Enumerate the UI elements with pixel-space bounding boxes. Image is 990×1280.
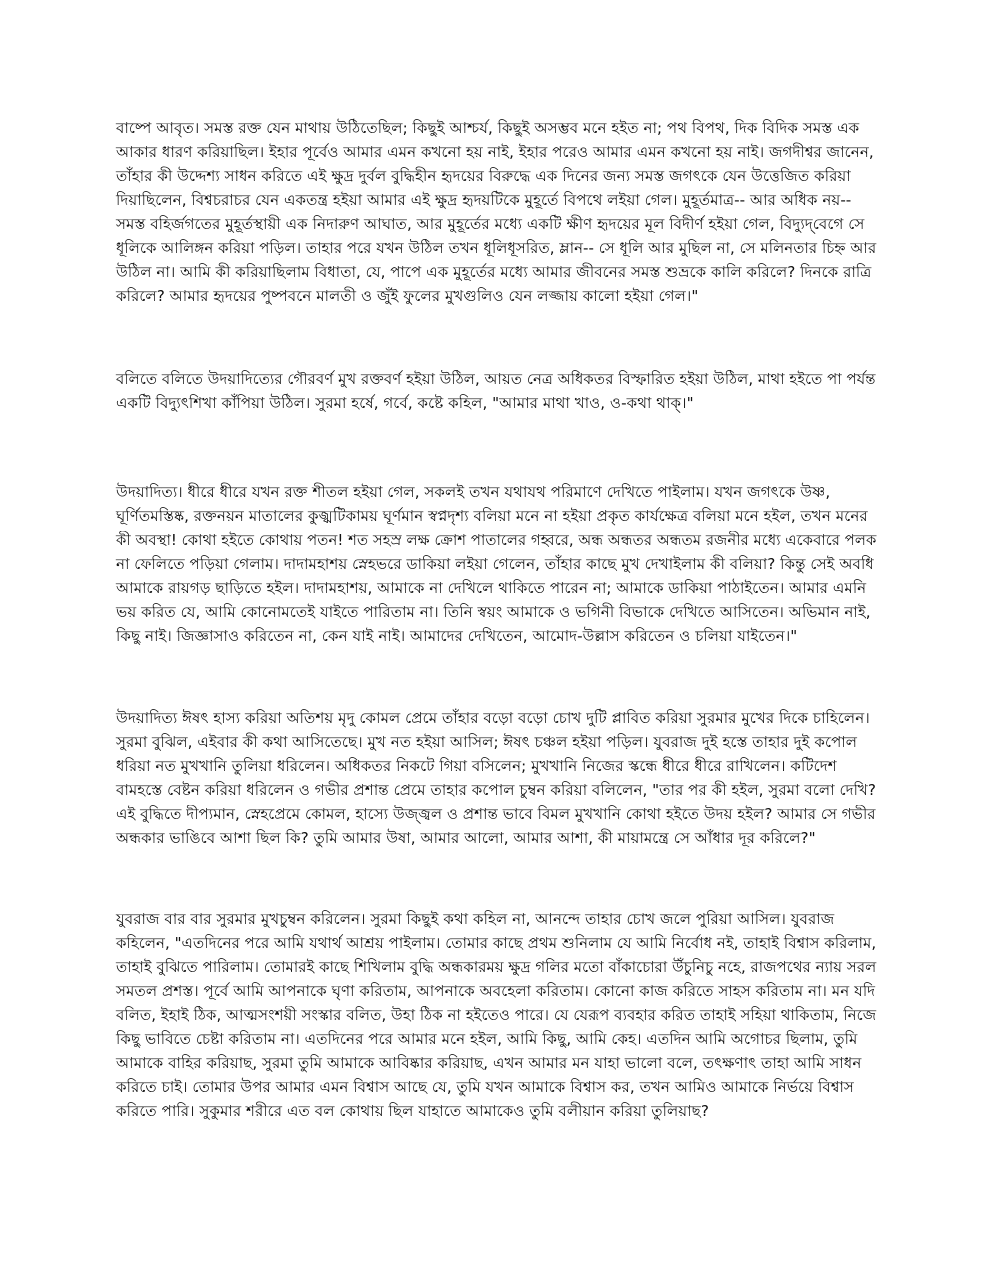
text-line: কহিলেন, "এতদিনের পরে আমি যথার্থ আশ্রয় পাইলাম। তোমার কাছে প্রথম শুনিলাম যে আমি নির্বোধ নই, তাহাই বিশ্বাস করিলাম, xyxy=(116,934,877,952)
text-line: সমতল প্রশস্ত। পূর্বে আমি আপনাকে ঘৃণা করিতাম, আপনাকে অবহেলা করিতাম। কোনো কাজ করিতে সাহস করিতাম না। মন যদি xyxy=(116,982,876,1000)
text-line: অন্ধকার ভাঙিবে আশা ছিল কি? তুমি আমার উষা, আমার আলো, আমার আশা, কী মায়ামন্ত্রে সে আঁধার দূর করিলে?" xyxy=(116,829,816,847)
paragraph xyxy=(116,480,876,648)
text-line: ভয় করিত যে, আমি কোনোমতেই যাইতে পারিতাম না। তিনি স্বয়ং আমাকে ও ভগিনী বিভাকে দেখিতে আসিতেন। অভিমান নাই, xyxy=(116,603,871,621)
text-line: তাহাই বুঝিতে পারিলাম। তোমারই কাছে শিখিলাম বুদ্ধি অন্ধকারময় ক্ষুদ্র গলির মতো বাঁকাচোরা উঁচুনিচু নহে, রাজপথের ন্যায় সরল xyxy=(116,958,877,976)
text-line: উদয়াদিত্য। ধীরে ধীরে যখন রক্ত শীতল হইয়া গেল, সকলই তখন যথাযথ পরিমাণে দেখিতে পাইলাম। যখন জগৎকে উষ্ণ, xyxy=(116,483,831,501)
text-line: বলিতে বলিতে উদয়াদিত্যের গৌরবর্ণ মুখ রক্তবর্ণ হইয়া উঠিল, আয়ত নেত্র অধিকতর বিস্ফারিত হইয়া উঠিল, মাথা হইতে পা পর্যন্ত xyxy=(116,370,876,388)
text-line: উঠিল না। আমি কী করিয়াছিলাম বিধাতা, যে, পাপে এক মুহূর্তের মধ্যে আমার জীবনের সমস্ত শুভ্রকে কালি করিলে? দিনকে রাত্রি xyxy=(116,263,872,281)
text-line: বাষ্পে আবৃত। সমস্ত রক্ত যেন মাথায় উঠিতেছিল; কিছুই আশ্চর্য, কিছুই অসম্ভব মনে হইত না; পথ বিপথ, দিক বিদিক সমস্ত এক xyxy=(116,119,860,137)
text-line: দিয়াছিলেন, বিশ্বচরাচর যেন একতন্ত্র হইয়া আমার এই ক্ষুদ্র হৃদয়টিকে মুহূর্তে বিপথে লইয়া গেল। মুহূর্তমাত্র-- আর অধিক নয়-- xyxy=(116,191,852,209)
paragraph xyxy=(116,706,876,850)
text-line: সুরমা বুঝিল, এইবার কী কথা আসিতেছে। মুখ নত হইয়া আসিল; ঈষৎ চঞ্চল হইয়া পড়িল। যুবরাজ দুই হস্তে তাহার দুই কপোল xyxy=(116,733,858,751)
text-line: কী অবস্থা! কোথা হইতে কোথায় পতন! শত সহস্র লক্ষ ক্রোশ পাতালের গহ্বরে, অন্ধ অন্ধতর অন্ধতম রজনীর মধ্যে একেবারে পলক xyxy=(116,531,877,549)
text-line: ধরিয়া নত মুখখানি তুলিয়া ধরিলেন। অধিকতর নিকটে গিয়া বসিলেন; মুখখানি নিজের স্কন্ধে ধীরে ধীরে রাখিলেন। কটিদেশ xyxy=(116,757,837,775)
text-line: উদয়াদিত্য ঈষৎ হাস্য করিয়া অতিশয় মৃদু কোমল প্রেমে তাঁহার বড়ো বড়ো চোখ দুটি প্লাবিত করিয়া সুরমার মুখের দিকে চাহিলেন। xyxy=(116,709,870,727)
text-line: একটি বিদ্যুৎশিখা কাঁপিয়া উঠিল। সুরমা হর্ষে, গর্বে, কষ্টে কহিল, "আমার মাথা খাও, ও-কথা থাক্‌।" xyxy=(116,394,694,412)
text-line: কিছু ভাবিতে চেষ্টা করিতাম না। এতদিনের পরে আমার মনে হইল, আমি কিছু, আমি কেহ। এতদিন আমি অগোচর ছিলাম, তুমি xyxy=(116,1030,858,1048)
text-line: তাঁহার কী উদ্দেশ্য সাধন করিতে এই ক্ষুদ্র দুর্বল বুদ্ধিহীন হৃদয়ের বিরুদ্ধে এক দিনের জন্য সমস্ত জগৎকে যেন উত্তেজিত করিয়া xyxy=(116,167,851,185)
paragraph xyxy=(116,367,876,415)
text-line: না ফেলিতে পড়িয়া গেলাম। দাদামহাশয় স্নেহভরে ডাকিয়া লইয়া গেলেন, তাঁহার কাছে মুখ দেখাইলাম কী বলিয়া? কিন্তু সেই অবধি xyxy=(116,555,874,573)
text-line: আমাকে বাহির করিয়াছ, সুরমা তুমি আমাকে আবিষ্কার করিয়াছ, এখন আমার মন যাহা ভালো বলে, তৎক্ষণাৎ তাহা আমি সাধন xyxy=(116,1054,862,1072)
text-line: ঘূর্ণিতমস্তিষ্ক, রক্তনয়ন মাতালের কুজ্ঝটিকাময় ঘূর্ণমান স্বপ্নদৃশ্য বলিয়া মনে না হইয়া প্রকৃত কার্যক্ষেত্র বলিয়া মনে হইল, তখন মনের xyxy=(116,507,868,525)
text-line: বামহস্তে বেষ্টন করিয়া ধরিলেন ও গভীর প্রশান্ত প্রেমে তাহার কপোল চুম্বন করিয়া বলিলেন, "তার পর কী হইল, সুরমা বলো দেখি? xyxy=(116,781,876,799)
text-line: আকার ধারণ করিয়াছিল। ইহার পূর্বেও আমার এমন কখনো হয় নাই, ইহার পরেও আমার এমন কখনো হয় নাই। জগদীশ্বর জানেন, xyxy=(116,143,874,161)
text-line: যুবরাজ বার বার সুরমার মুখচুম্বন করিলেন। সুরমা কিছুই কথা কহিল না, আনন্দে তাহার চোখ জলে পুরিয়া আসিল। যুবরাজ xyxy=(116,910,835,928)
text-line: আমাকে রায়গড় ছাড়িতে হইল। দাদামহাশয়, আমাকে না দেখিলে থাকিতে পারেন না; আমাকে ডাকিয়া পাঠাইতেন। আমার এমনি xyxy=(116,579,867,597)
text-line: ধূলিকে আলিঙ্গন করিয়া পড়িল। তাহার পরে যখন উঠিল তখন ধূলিধূসরিত, ম্লান-- সে ধূলি আর মুছিল না, সে মলিনতার চিহ্ন আর xyxy=(116,239,877,257)
text-line: কিছু নাই। জিজ্ঞাসাও করিতেন না, কেন যাই নাই। আমাদের দেখিতেন, আমোদ-উল্লাস করিতেন ও চলিয়া যাইতেন।" xyxy=(116,627,798,645)
paragraph xyxy=(116,907,876,1123)
text-line: করিতে পারি। সুকুমার শরীরে এত বল কোথায় ছিল যাহাতে আমাকেও তুমি বলীয়ান করিয়া তুলিয়াছ? xyxy=(116,1102,709,1120)
text-line: সমস্ত বহির্জগতের মুহূর্তস্থায়ী এক নিদারুণ আঘাত, আর মুহূর্তের মধ্যে একটি ক্ষীণ হৃদয়ের মূল বিদীর্ণ হইয়া গেল, বিদ্যুদ্‌বেগে সে xyxy=(116,215,865,233)
text-line: বলিত, ইহাই ঠিক, আত্মসংশয়ী সংস্কার বলিত, উহা ঠিক না হইতেও পারে। যে যেরূপ ব্যবহার করিত তাহাই সহিয়া থাকিতাম, নিজে xyxy=(116,1006,877,1024)
text-line: এই বুদ্ধিতে দীপ্যমান, স্নেহপ্রেমে কোমল, হাস্যে উজ্জ্বল ও প্রশান্ত ভাবে বিমল মুখখানি কোথা হইতে উদয় হইল? আমার সে গভীর xyxy=(116,805,876,823)
text-line: করিতে চাই। তোমার উপর আমার এমন বিশ্বাস আছে যে, তুমি যখন আমাকে বিশ্বাস কর, তখন আমিও আমাকে নির্ভয়ে বিশ্বাস xyxy=(116,1078,854,1096)
paragraph xyxy=(116,116,876,308)
text-line: করিলে? আমার হৃদয়ের পুষ্পবনে মালতী ও জুঁই ফুলের মুখগুলিও যেন লজ্জায় কালো হইয়া গেল।" xyxy=(116,287,699,305)
